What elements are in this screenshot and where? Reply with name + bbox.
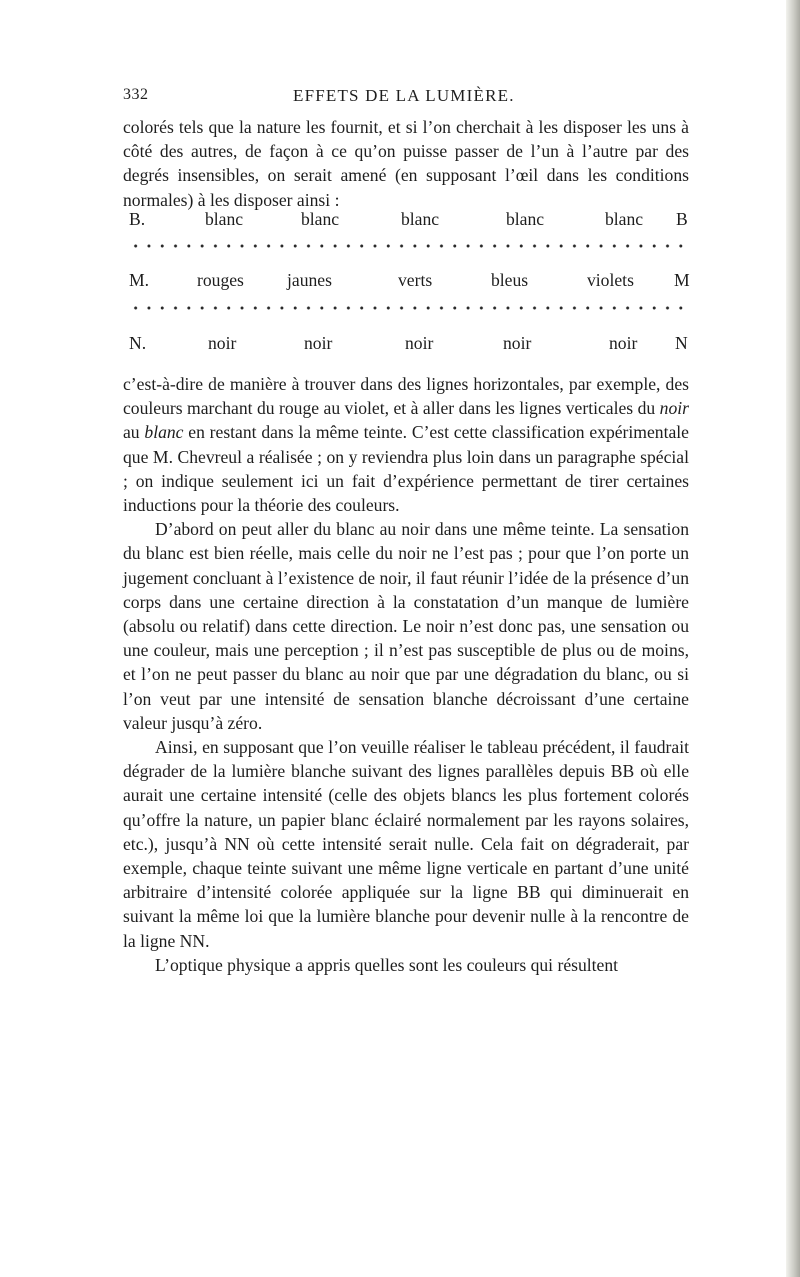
table-cell: blanc <box>506 209 545 229</box>
color-classification-table <box>123 209 689 359</box>
paragraph-2-part1: c’est-à-dire de manière à trouver dans des lignes horizontales, par exemple, des couleurs marchant du rouge au violet, et à aller dans les lignes verticales du <box>123 374 689 419</box>
paragraph-noir-perception: D’abord on peut aller du blanc au noir dans une même teinte. La sensation du blanc est bien réelle, mais celle du noir ne l’est pas ; pour que l’on porte un jugement concluant à l’existence de noir, il faut réunir l’idée de la présence d’un corps dans une certaine direction à la constatation d’un manque de lumière (absolu ou relatif) dans cette direction. Le noir n’est donc pas, une sensation ou une couleur, mais une perception ; il n’est pas susceptible de plus ou de moins, et l’on ne peut passer du blanc au noir que par une dégradation du blanc, ou si l’on veut par une intensité de sensation blanche décroissant d’une certaine valeur jusqu’à zéro. <box>123 519 689 733</box>
paragraph-degradation: Ainsi, en supposant que l’on veuille réaliser le tableau précédent, il faudrait dégrader de la lumière blanche suivant des lignes parallèles depuis BB où elle aurait une certaine intensité (celle des objets blancs les plus fortement colorés qu’offre la nature, un papier blanc éclairé normalement par les rayons solaires, etc.), jusqu’à NN où cette intensité serait nulle. Cela fait on dégraderait, par exemple, chaque teinte suivant une même ligne verticale en partant d’une unité arbitraire d’intensité colorée appliquée sur la ligne BB qui diminuerait en suivant la même loi que la lumière blanche pour devenir nulle à la rencontre de la ligne NN. <box>123 737 689 951</box>
intro-paragraph-block <box>123 115 689 212</box>
table-cell: M <box>674 270 690 290</box>
dotted-leader-2 <box>129 306 685 310</box>
word-noir: noir <box>659 398 689 419</box>
table-cell: verts <box>398 270 433 290</box>
paragraph-2-part2: au <box>123 422 145 443</box>
table-cell: noir <box>609 333 638 353</box>
intro-paragraph: colorés tels que la nature les fournit, et si l’on cherchait à les disposer les uns à côté des autres, de façon à ce qu’on puisse passer de l’un à l’autre par des degrés insensibles, on serait amené (en supposant l’œil dans les conditions normales) à les disposer ainsi : <box>123 117 689 210</box>
table-row-noir <box>123 333 689 357</box>
table-cell: B. <box>129 209 146 229</box>
table-cell: noir <box>503 333 532 353</box>
table-cell: blanc <box>301 209 340 229</box>
table-cell: B <box>676 209 688 229</box>
table-cell: N. <box>129 333 147 353</box>
running-title: EFFETS DE LA LUMIÈRE. <box>293 86 515 105</box>
paragraph-classification <box>123 372 689 517</box>
table-cell: noir <box>208 333 237 353</box>
table-cell: M. <box>129 270 150 290</box>
dotted-leader-1 <box>129 244 685 248</box>
table-cell: N <box>675 333 688 353</box>
table-row-couleurs <box>123 270 689 294</box>
page-number: 332 <box>123 86 149 103</box>
table-cell: blanc <box>205 209 244 229</box>
paragraph-2-part3: en restant dans la même teinte. C’est cette classification expérimentale que M. Chevreul a réalisée ; on y reviendra plus loin dans un paragraphe spécial ; on indique seulement ici un fait d’expérience permettant de tirer certaines inductions pour la théorie des couleurs. <box>123 422 689 516</box>
table-row-blanc <box>123 209 689 233</box>
table-cell: noir <box>405 333 434 353</box>
table-cell: bleus <box>491 270 529 290</box>
table-cell: blanc <box>401 209 440 229</box>
body-text <box>123 372 689 977</box>
word-blanc: blanc <box>144 422 184 443</box>
page-edge-shadow <box>786 0 800 1277</box>
table-cell: jaunes <box>287 270 332 290</box>
page-header <box>123 86 689 108</box>
table-cell: rouges <box>197 270 244 290</box>
table-cell: violets <box>587 270 634 290</box>
table-cell: blanc <box>605 209 644 229</box>
paragraph-optique: L’optique physique a appris quelles sont les couleurs qui résultent <box>155 954 619 975</box>
table-cell: noir <box>304 333 333 353</box>
